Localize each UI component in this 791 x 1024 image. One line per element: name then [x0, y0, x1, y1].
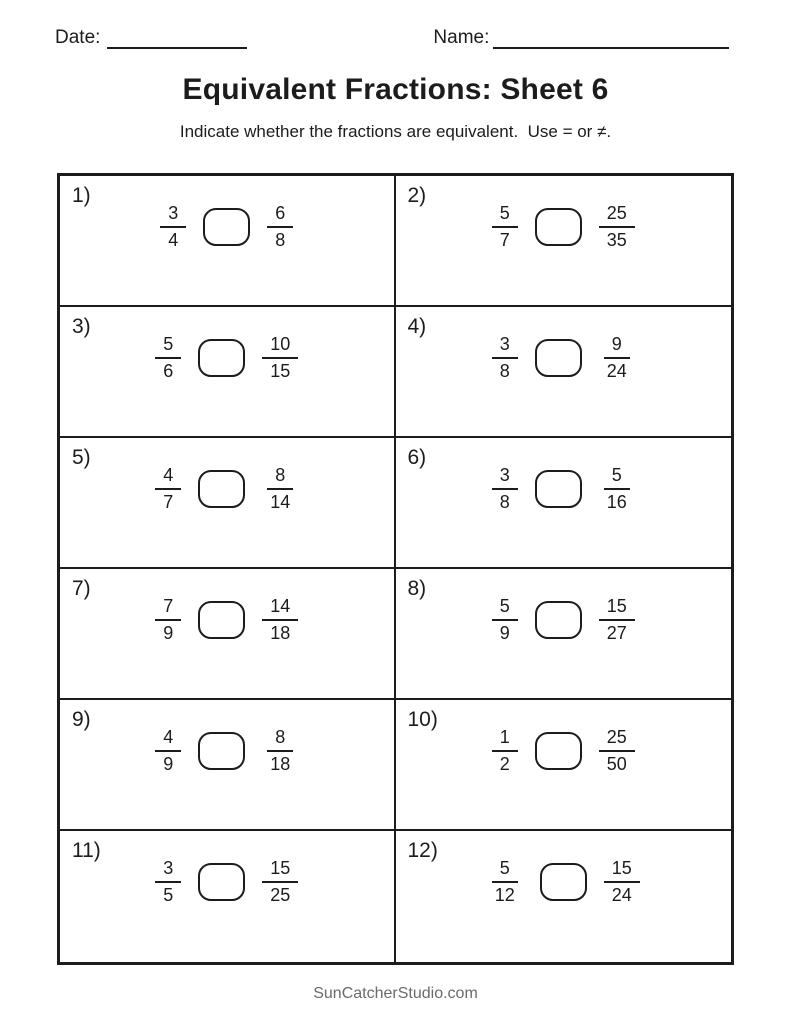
left-fraction: [155, 334, 181, 382]
left-fraction: [155, 858, 181, 906]
answer-box[interactable]: [198, 470, 245, 508]
left-fraction: [492, 203, 518, 251]
problem-number: 7): [72, 577, 91, 600]
right-fraction-denominator: 24: [606, 361, 627, 382]
name-field: [433, 27, 729, 49]
left-fraction-denominator: 4: [168, 230, 179, 251]
right-fraction: [599, 334, 635, 382]
left-fraction: [487, 858, 523, 906]
problem-cell: [396, 569, 732, 700]
left-fraction-numerator: 1: [492, 727, 518, 752]
left-fraction-numerator: 5: [492, 858, 518, 883]
problem-number: 4): [407, 315, 427, 338]
problem-row: [60, 203, 394, 251]
answer-box[interactable]: [535, 732, 582, 770]
answer-box[interactable]: [535, 339, 582, 377]
left-fraction-denominator: 6: [163, 361, 174, 382]
problem-cell: [396, 831, 732, 962]
right-fraction-denominator: 15: [270, 361, 291, 382]
problem-cell: [60, 831, 396, 962]
problem-number: 2): [407, 184, 427, 207]
right-fraction-denominator: 50: [606, 754, 627, 775]
left-fraction-denominator: 9: [163, 623, 174, 644]
left-fraction-numerator: 3: [155, 858, 181, 883]
left-fraction-numerator: 3: [492, 334, 518, 359]
right-fraction-denominator: 18: [270, 623, 291, 644]
answer-box[interactable]: [198, 601, 245, 639]
problem-cell: [60, 700, 396, 831]
right-fraction-numerator: 15: [604, 858, 640, 883]
date-field: [55, 27, 247, 49]
problem-number: 6): [407, 446, 427, 469]
problem-number: 5): [72, 446, 91, 469]
answer-box[interactable]: [540, 863, 587, 901]
left-fraction-denominator: 9: [499, 623, 510, 644]
problem-row: [60, 727, 394, 775]
problem-cell: [60, 569, 396, 700]
right-fraction-numerator: 6: [267, 203, 293, 228]
answer-box[interactable]: [198, 863, 245, 901]
problem-row: [396, 858, 732, 906]
left-fraction: [492, 727, 518, 775]
right-fraction-numerator: 14: [262, 596, 298, 621]
problem-cell: [396, 307, 732, 438]
right-fraction: [262, 858, 298, 906]
right-fraction: [604, 858, 640, 906]
problem-row: [60, 334, 394, 382]
name-input-line[interactable]: [493, 45, 729, 49]
left-fraction: [492, 465, 518, 513]
problem-number: 12): [407, 839, 438, 862]
problem-row: [60, 858, 394, 906]
right-fraction-numerator: 5: [604, 465, 630, 490]
name-label: Name:: [433, 27, 490, 48]
right-fraction: [599, 465, 635, 513]
left-fraction-denominator: 8: [499, 492, 510, 513]
left-fraction-denominator: 7: [499, 230, 510, 251]
right-fraction-denominator: 27: [606, 623, 627, 644]
problem-number: 1): [72, 184, 91, 207]
right-fraction-denominator: 35: [606, 230, 627, 251]
left-fraction: [160, 203, 186, 251]
page-title: Equivalent Fractions: Sheet 6: [182, 73, 609, 106]
problem-number: 11): [72, 839, 101, 862]
left-fraction-denominator: 8: [499, 361, 510, 382]
left-fraction-numerator: 3: [492, 465, 518, 490]
left-fraction-numerator: 4: [155, 465, 181, 490]
right-fraction: [599, 596, 635, 644]
left-fraction-numerator: 5: [155, 334, 181, 359]
right-fraction-denominator: 24: [611, 885, 632, 906]
problem-cell: [396, 700, 732, 831]
left-fraction-denominator: 9: [163, 754, 174, 775]
right-fraction-numerator: 15: [599, 596, 635, 621]
problem-row: [396, 203, 732, 251]
right-fraction-denominator: 16: [606, 492, 627, 513]
right-fraction-numerator: 8: [267, 465, 293, 490]
problem-row: [396, 334, 732, 382]
problem-row: [396, 596, 732, 644]
problem-number: 3): [72, 315, 91, 338]
right-fraction-denominator: 25: [270, 885, 291, 906]
date-input-line[interactable]: [107, 45, 247, 49]
answer-box[interactable]: [198, 732, 245, 770]
instructions: Indicate whether the fractions are equivalent. Use = or ≠.: [179, 122, 612, 141]
right-fraction-denominator: 8: [275, 230, 286, 251]
problem-row: [60, 596, 394, 644]
right-fraction: [262, 334, 298, 382]
right-fraction-denominator: 14: [270, 492, 291, 513]
problem-cell: [60, 176, 396, 307]
left-fraction: [155, 465, 181, 513]
problem-number: 8): [407, 577, 427, 600]
left-fraction: [155, 596, 181, 644]
right-fraction-numerator: 9: [604, 334, 630, 359]
left-fraction-numerator: 4: [155, 727, 181, 752]
left-fraction-denominator: 7: [163, 492, 174, 513]
right-fraction: [267, 203, 293, 251]
answer-box[interactable]: [535, 601, 582, 639]
right-fraction: [599, 727, 635, 775]
right-fraction-numerator: 10: [262, 334, 298, 359]
header-row: [55, 27, 729, 49]
left-fraction-numerator: 3: [160, 203, 186, 228]
problem-row: [60, 465, 394, 513]
right-fraction-numerator: 25: [599, 727, 635, 752]
right-fraction-numerator: 25: [599, 203, 635, 228]
left-fraction-numerator: 7: [155, 596, 181, 621]
left-fraction-numerator: 5: [492, 203, 518, 228]
left-fraction: [155, 727, 181, 775]
problems-grid: [57, 173, 734, 965]
right-fraction: [262, 596, 298, 644]
right-fraction-numerator: 15: [262, 858, 298, 883]
right-fraction: [262, 727, 298, 775]
problem-number: 9): [72, 708, 91, 731]
answer-box[interactable]: [535, 470, 582, 508]
problem-cell: [396, 438, 732, 569]
left-fraction-numerator: 5: [492, 596, 518, 621]
problem-cell: [60, 307, 396, 438]
left-fraction: [492, 596, 518, 644]
problem-cell: [60, 438, 396, 569]
footer-credit: SunCatcherStudio.com: [313, 985, 478, 1002]
right-fraction: [599, 203, 635, 251]
right-fraction-numerator: 8: [267, 727, 293, 752]
left-fraction: [492, 334, 518, 382]
answer-box[interactable]: [535, 208, 582, 246]
problem-row: [396, 465, 732, 513]
left-fraction-denominator: 12: [494, 885, 515, 906]
answer-box[interactable]: [198, 339, 245, 377]
right-fraction: [262, 465, 298, 513]
right-fraction-denominator: 18: [270, 754, 291, 775]
left-fraction-denominator: 5: [163, 885, 174, 906]
date-label: Date:: [55, 27, 101, 48]
answer-box[interactable]: [203, 208, 250, 246]
problem-row: [396, 727, 732, 775]
problem-cell: [396, 176, 732, 307]
problem-number: 10): [407, 708, 438, 731]
left-fraction-denominator: 2: [499, 754, 510, 775]
